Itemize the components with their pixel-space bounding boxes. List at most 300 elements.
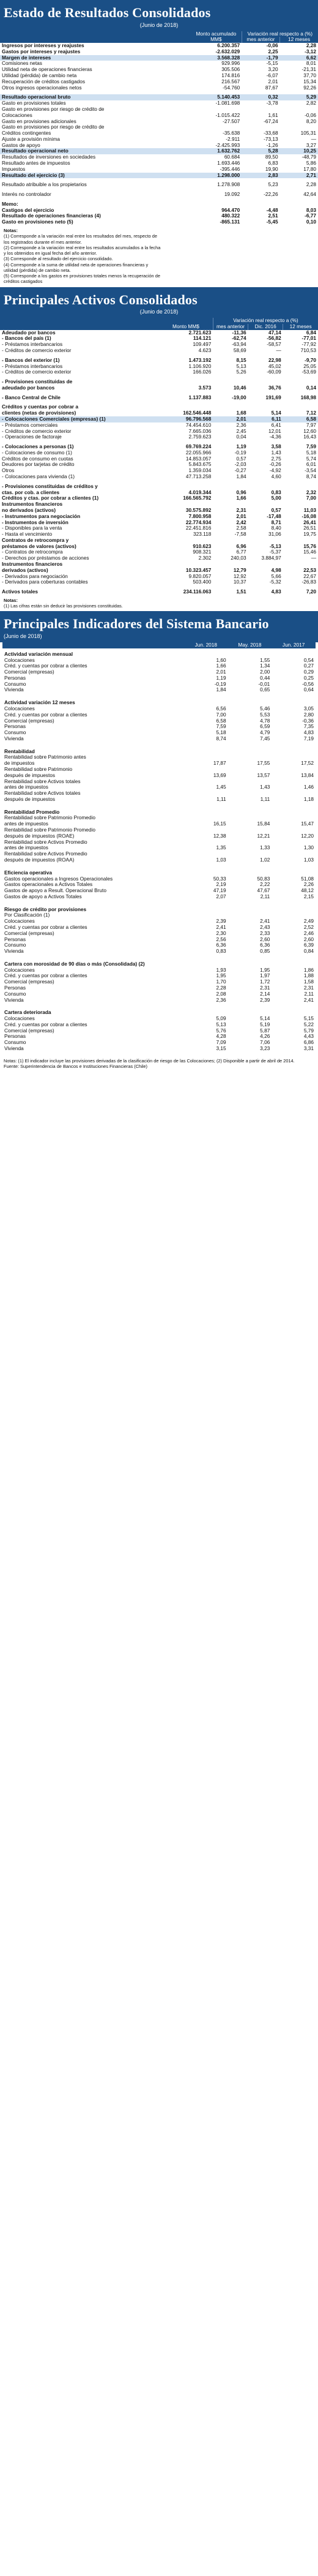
row-label: - Colocaciones Comerciales (empresas) (1) [0, 416, 159, 422]
year-var-cell [283, 501, 318, 508]
dic-var-cell: 5,14 [271, 410, 281, 416]
table-row [0, 369, 318, 375]
month-var-cell: 6,83 [268, 160, 278, 166]
table-row [0, 484, 318, 490]
note-line: (5) Corresponde a los gastos en provisiones totales menos la recuperación de [4, 273, 160, 279]
table-row [2, 773, 316, 779]
dic-var-cell: -17,48 [267, 513, 281, 519]
assets-notes-title: Notas: [4, 597, 18, 603]
table-row [0, 434, 318, 440]
month-var-cell: 1,61 [268, 112, 278, 118]
jun2017-cell: 1,86 [303, 967, 314, 973]
row-label: Colocaciones [2, 112, 32, 118]
month-var-cell: 19,90 [265, 166, 278, 172]
row-label: Créd. y cuentas por cobrar a clientes [4, 1021, 87, 1027]
row-label: - Hasta el vencimiento [2, 531, 53, 538]
row-label: Comercial (empresas) [4, 669, 54, 675]
amount-cell: 3.573 [198, 385, 212, 391]
table-row [2, 918, 316, 925]
month-var-cell: 5,26 [236, 369, 246, 375]
row-label: Rentabilidad sobre Activos totales [4, 778, 81, 784]
row-label: Rentabilidad sobre Activos Promedio [4, 839, 87, 845]
month-var-cell: -0,06 [266, 43, 278, 49]
amount-cell: 1.632.762 [191, 148, 242, 154]
amount-cell: 22.774.934 [185, 519, 212, 525]
row-label: Consumo [4, 1040, 26, 1046]
income-notes [0, 225, 318, 287]
amount-cell: -1.081.698 [215, 100, 240, 107]
table-row [2, 675, 316, 682]
month-var-cell: -6,07 [266, 73, 278, 79]
table-row [2, 1016, 316, 1022]
amount-cell: 503.400 [193, 579, 212, 585]
month-var-cell: -0,19 [234, 449, 246, 456]
row-label: - Derivados para negociación [2, 573, 68, 579]
may2018-cell [228, 815, 272, 821]
jun2017-cell: 6,39 [303, 942, 314, 948]
month-var-cell [213, 484, 248, 490]
row-label: - Préstamos interbancarios [2, 342, 63, 348]
year-var-cell: 37,70 [303, 73, 316, 79]
note-line: (1) Las cifras están sin deducir las provisiones constituidas. [4, 603, 123, 609]
dic-var-cell: 2,75 [271, 456, 281, 462]
amount-cell [159, 501, 213, 508]
amount-cell: 114.121 [193, 336, 212, 342]
amount-cell: 174.816 [221, 73, 240, 79]
jun2018-cell [184, 754, 228, 760]
jun2017-cell: 2,11 [304, 991, 314, 997]
amount-cell: -395.446 [220, 166, 240, 172]
table-row [0, 67, 318, 73]
memo-title: Memo: [2, 201, 18, 207]
amount-cell: 480.322 [221, 213, 240, 219]
year-var-cell: 710,53 [300, 347, 316, 353]
table-row [2, 760, 316, 767]
dic-var-cell: 45,02 [268, 363, 281, 369]
year-var-cell: 2,71 [280, 173, 318, 179]
amount-cell [159, 538, 213, 544]
row-label: Personas [4, 985, 26, 991]
indicator-group-title: Riesgo de crédito por provisiones [4, 906, 87, 912]
may2018-cell: 4,78 [260, 718, 270, 724]
jun2017-cell: 5,15 [303, 1016, 314, 1022]
year-var-cell: -53,69 [301, 369, 316, 375]
row-label: Rentabilidad sobre Patrimonio antes [4, 754, 86, 760]
table-row [2, 845, 316, 851]
table-row [0, 173, 318, 179]
row-label: Colocaciones [4, 657, 35, 663]
row-label: - Créditos de comercio exterior [2, 428, 72, 434]
amount-cell: 22.055.966 [185, 449, 212, 456]
table-row [2, 784, 316, 790]
may2018-cell: 2,00 [260, 669, 270, 675]
year-var-cell: 8,03 [306, 207, 316, 213]
row-label: Colocaciones [4, 967, 35, 973]
memo-row [0, 219, 318, 225]
jun2018-cell [184, 790, 228, 797]
amount-cell: 2.759.623 [188, 434, 212, 440]
amount-cell: 908.321 [193, 549, 212, 555]
table-row [0, 182, 318, 188]
jun2017-cell: 13,84 [301, 772, 314, 778]
may2018-cell: 50,83 [257, 876, 270, 882]
assets-amount-header: Monto MM$ [172, 323, 199, 329]
month-var-cell: 58,69 [233, 347, 246, 353]
row-label: - Contratos de retrocompra [2, 549, 63, 555]
amount-cell: 910.623 [193, 543, 212, 549]
jun2018-cell [184, 779, 228, 785]
amount-cell: 166.026 [193, 369, 212, 375]
jun2018-cell: 4,28 [216, 1034, 226, 1040]
row-label: Personas [4, 675, 26, 681]
jun2018-cell: 17,87 [213, 760, 226, 767]
may2018-cell: 1,97 [260, 973, 270, 979]
jun2018-cell: 5,09 [216, 1016, 226, 1022]
amount-cell [191, 107, 242, 113]
assets-var-header: Variación real respecto a (%) [213, 318, 318, 324]
table-row [0, 94, 318, 100]
assets-year-header: 12 meses [283, 324, 318, 330]
year-var-cell [280, 124, 318, 130]
row-label: Consumo [4, 681, 26, 687]
month-var-cell: 8,15 [236, 357, 246, 363]
jun2017-cell: 12,20 [301, 833, 314, 839]
may2018-cell: 1,55 [260, 657, 270, 663]
table-row [0, 342, 318, 348]
jun2017-cell: 2,15 [303, 893, 314, 899]
table-row [2, 851, 316, 857]
jun2018-cell: 50,33 [213, 876, 226, 882]
year-var-cell [283, 538, 318, 544]
amount-cell [159, 561, 213, 568]
year-var-cell: -77,01 [301, 336, 316, 342]
month-var-cell: -1,79 [242, 55, 279, 61]
may2018-cell: 1,33 [260, 845, 270, 851]
row-label: Comercial (empresas) [4, 979, 54, 985]
ind-col3-header: Jun. 2017 [282, 642, 305, 648]
year-var-cell: -26,83 [301, 579, 316, 585]
table-row [2, 767, 316, 773]
year-var-cell: 15,34 [303, 78, 316, 84]
table-row [2, 736, 316, 742]
year-var-cell: -16,08 [301, 513, 316, 519]
indicator-group-title: Eficiencia operativa [4, 869, 52, 876]
row-label: Margen de intereses [0, 55, 191, 61]
year-var-cell: 10,25 [280, 148, 318, 154]
row-label: clientes (netas de provisiones) [2, 410, 76, 416]
month-var-cell: 2,42 [236, 519, 246, 525]
may2018-cell: 6,36 [260, 942, 270, 948]
may2018-cell: 7,45 [260, 735, 270, 742]
month-var-cell: 1,84 [236, 474, 246, 480]
dic-var-cell: 5,66 [271, 573, 281, 579]
row-label: Créditos de consumo en cuotas [2, 456, 73, 462]
jun2018-cell: 3,15 [216, 1046, 226, 1052]
table-row [0, 549, 318, 555]
may2018-cell: 2,11 [260, 893, 270, 899]
dic-var-cell: 36,76 [268, 385, 281, 391]
amount-cell: 305.506 [221, 67, 240, 73]
month-var-cell: -33,68 [264, 130, 278, 137]
row-label: después de impuestos (ROAE) [4, 833, 75, 839]
jun2018-cell [184, 767, 228, 773]
indicator-group-title-row [2, 697, 316, 706]
may2018-cell: 12,21 [257, 833, 270, 839]
year-var-cell: 8,20 [306, 118, 316, 124]
dic-var-cell: — [276, 347, 281, 353]
table-row [0, 395, 318, 401]
month-var-cell: 2,01 [268, 78, 278, 84]
month-var-cell [242, 107, 279, 113]
table-row [2, 1046, 316, 1052]
amount-cell: 929.996 [221, 61, 240, 67]
indicator-group-title: Rentabilidad Promedio [4, 808, 60, 815]
jun2017-cell [272, 912, 316, 918]
table-row [0, 514, 318, 520]
row-label: Créd. y cuentas por cobrar a clientes [4, 663, 87, 669]
indicator-group-title-row [2, 867, 316, 876]
year-var-cell [283, 379, 318, 385]
month-var-cell: 1,68 [236, 410, 246, 416]
table-row [0, 404, 318, 410]
year-var-cell: 15,46 [303, 549, 316, 555]
note-line: (3) Corresponde al resultado del ejercicio consolidado. [4, 256, 113, 262]
jun2018-cell: 1,45 [216, 784, 226, 790]
row-label: Instrumentos financieros [2, 501, 63, 508]
row-label: Rentabilidad sobre Patrimonio Promedio [4, 815, 95, 821]
row-label: Gastos de apoyo a Result. Operacional Bruto [4, 888, 106, 894]
jun2018-cell [184, 839, 228, 846]
dic-var-cell: -5,13 [269, 543, 281, 549]
row-label: Rentabilidad sobre Activos Promedio [4, 851, 87, 857]
table-row [2, 790, 316, 797]
may2018-cell: 1,43 [260, 784, 270, 790]
amount-cell: 7.800.958 [188, 513, 212, 519]
dic-var-cell: 12,01 [268, 428, 281, 434]
month-var-cell: 10,37 [233, 579, 246, 585]
jun2018-cell: 1,19 [216, 675, 226, 681]
jun2018-cell: 2,56 [216, 936, 226, 942]
row-label: antes de impuestos [4, 784, 48, 790]
memo-row [0, 213, 318, 219]
jun2017-cell: 1,58 [303, 979, 314, 985]
jun2018-cell: -0,19 [214, 681, 226, 687]
month-var-cell: 2,51 [268, 213, 278, 219]
table-row [2, 894, 316, 900]
dic-var-cell: 0,57 [271, 507, 281, 513]
month-var-cell: 1,66 [236, 495, 246, 501]
dic-var-cell: 4,98 [271, 567, 281, 573]
table-row [0, 429, 318, 435]
year-var-cell: 42,64 [303, 192, 316, 198]
may2018-cell [228, 754, 272, 760]
year-var-cell: 2,28 [306, 43, 316, 49]
indicators-notes [0, 1056, 318, 1072]
jun2017-cell: 2,41 [303, 997, 314, 1003]
income-amount-header: Monto acumulado MM$ [196, 31, 237, 43]
amount-cell: 69.769.224 [185, 444, 212, 450]
table-row [0, 100, 318, 107]
may2018-cell [228, 779, 272, 785]
row-label: Utilidad (pérdida) de cambio neta [2, 73, 77, 79]
amount-cell: -35.638 [223, 130, 240, 137]
row-label: Por Clasificación (1) [4, 912, 50, 918]
year-var-cell: 2,82 [306, 100, 316, 107]
year-var-cell: 17,80 [303, 166, 316, 172]
row-label: - Colocaciones para vivienda (1) [2, 474, 75, 480]
jun2017-cell [272, 827, 316, 833]
year-var-cell: 26,41 [303, 519, 316, 525]
month-var-cell: -63,94 [232, 342, 246, 348]
income-notes-title: Notas: [4, 228, 18, 233]
amount-cell [159, 379, 213, 385]
amount-cell: 1.106.920 [188, 363, 212, 369]
note-line: Fuente: Superintendencia de Bancos e Instituciones Financieras (Chile) [4, 1064, 147, 1070]
dic-var-cell: 8,40 [271, 525, 281, 531]
note-line: Notas: (1) El indicador incluye las provisiones derivadas de la clasificación de riesgo de las Colocaciones; (2) Disponible a partir de abril de 2014. [4, 1057, 295, 1064]
jun2017-cell: 48,12 [301, 888, 314, 894]
amount-cell: 47.713.258 [185, 474, 212, 480]
indicator-group-title-row [2, 1007, 316, 1016]
indicator-group-title-row [2, 904, 316, 913]
month-var-cell: 0,57 [236, 456, 246, 462]
row-label: Créd. y cuentas por cobrar a clientes [4, 973, 87, 979]
jun2017-cell: 2,31 [303, 985, 314, 991]
row-label: Vivienda [4, 735, 24, 742]
table-row [0, 124, 318, 130]
dic-var-cell: -60,09 [267, 369, 281, 375]
row-label: - Provisiones constituidas de [2, 379, 73, 385]
row-label: Resultado atribuible a los propietarios [2, 182, 87, 188]
note-line: los registrados durante el mes anterior. [4, 239, 82, 245]
dic-var-cell: 5,00 [271, 495, 281, 501]
table-row [0, 379, 318, 385]
month-var-cell: 2,01 [213, 416, 248, 422]
dic-var-cell: 31,06 [268, 531, 281, 538]
year-var-cell: 0,10 [306, 219, 316, 225]
table-row [0, 73, 318, 79]
month-var-cell: 1,19 [236, 444, 246, 450]
row-label: - Bancos del país (1) [2, 336, 51, 342]
row-label: Recuperación de créditos castigados [2, 78, 86, 84]
year-var-cell: 19,75 [303, 531, 316, 538]
row-label: adeudado por bancos [2, 385, 55, 391]
amount-cell: 1.473.192 [188, 357, 212, 363]
table-row [2, 973, 316, 979]
may2018-cell: 13,57 [257, 772, 270, 778]
jun2017-cell: 0,29 [303, 669, 314, 675]
may2018-cell: 2,14 [260, 991, 270, 997]
jun2018-cell [184, 851, 228, 857]
row-label: - Préstamos interbancarios [2, 363, 63, 369]
may2018-cell: 4,26 [260, 1034, 270, 1040]
year-var-cell: -0,06 [305, 112, 316, 118]
row-label: Impuestos [2, 166, 26, 172]
amount-cell: 6.200.357 [217, 43, 240, 49]
month-var-cell: 5,23 [268, 182, 278, 188]
may2018-cell: 5,53 [260, 712, 270, 718]
income-var-header: Variación real respecto a (%) [242, 31, 318, 37]
table-row [2, 663, 316, 669]
dic-var-cell [248, 484, 283, 490]
jun2017-cell: 1,88 [303, 973, 314, 979]
row-label: Gasto en provisiones totales [2, 100, 66, 107]
year-var-cell: 7,20 [306, 589, 316, 595]
row-label: antes de impuestos [4, 845, 48, 851]
table-row [2, 712, 316, 718]
row-label: ctas. por cob. a clientes [2, 489, 60, 495]
jun2017-cell: 7,19 [303, 735, 314, 742]
jun2018-cell: 5,76 [216, 1027, 226, 1034]
table-row [0, 561, 318, 568]
table-row [0, 574, 318, 580]
may2018-cell: 5,87 [260, 1027, 270, 1034]
row-label: Colocaciones [4, 705, 35, 712]
jun2018-cell: 0,83 [216, 948, 226, 955]
jun2017-cell: 2,80 [303, 712, 314, 718]
year-var-cell: 5,18 [306, 449, 316, 456]
dic-var-cell: -5,32 [269, 579, 281, 585]
month-var-cell: 6,96 [236, 543, 246, 549]
indicator-group-title-row [2, 648, 316, 658]
row-label: - Créditos de comercio exterior [2, 369, 72, 375]
row-label: Instrumentos financieros [2, 561, 63, 567]
table-row [0, 495, 318, 501]
jun2018-cell: 2,39 [216, 918, 226, 925]
year-var-cell: 6,01 [306, 462, 316, 468]
amount-cell: 964.470 [221, 207, 240, 213]
jun2018-cell [184, 912, 228, 918]
note-line: y los obtenidos en igual fecha del año anterior. [4, 250, 97, 256]
may2018-cell [228, 790, 272, 797]
amount-cell: 3.568.328 [191, 55, 242, 61]
row-label: - Créditos de comercio exterior [2, 347, 72, 353]
may2018-cell: 0,44 [260, 675, 270, 681]
indicator-group-title: Actividad variación mensual [4, 650, 73, 657]
row-label: Interés no controlador [2, 192, 51, 198]
table-row [0, 444, 318, 450]
table-row [2, 967, 316, 974]
month-var-cell: 240,03 [231, 555, 246, 561]
month-var-cell: -0,27 [234, 468, 246, 474]
table-row [2, 948, 316, 955]
jun2017-cell: 6,86 [303, 1040, 314, 1046]
assets-table [0, 318, 318, 595]
amount-cell: 14.853.057 [185, 456, 212, 462]
jun2017-cell [272, 815, 316, 821]
jun2018-cell: 1,95 [216, 973, 226, 979]
assets-notes [0, 595, 318, 612]
amount-cell: 4.019.344 [188, 489, 212, 495]
row-label: Consumo [4, 942, 26, 948]
row-label: de impuestos [4, 760, 35, 767]
month-var-cell [242, 124, 279, 130]
row-label: Personas [4, 724, 26, 730]
year-var-cell: 7,12 [306, 410, 316, 416]
year-var-cell: — [311, 555, 316, 561]
dic-var-cell: -5,37 [269, 549, 281, 555]
jun2018-cell: 13,69 [213, 772, 226, 778]
may2018-cell: 2,31 [260, 985, 270, 991]
table-row [0, 416, 318, 422]
jun2018-cell: 2,41 [216, 924, 226, 930]
month-var-cell: 3,20 [268, 67, 278, 73]
row-label: Gastos de apoyo a Activos Totales [4, 893, 82, 899]
year-var-cell: 3,27 [306, 142, 316, 148]
table-row [0, 137, 318, 143]
amount-cell: -865.131 [220, 219, 240, 225]
table-row [2, 724, 316, 730]
